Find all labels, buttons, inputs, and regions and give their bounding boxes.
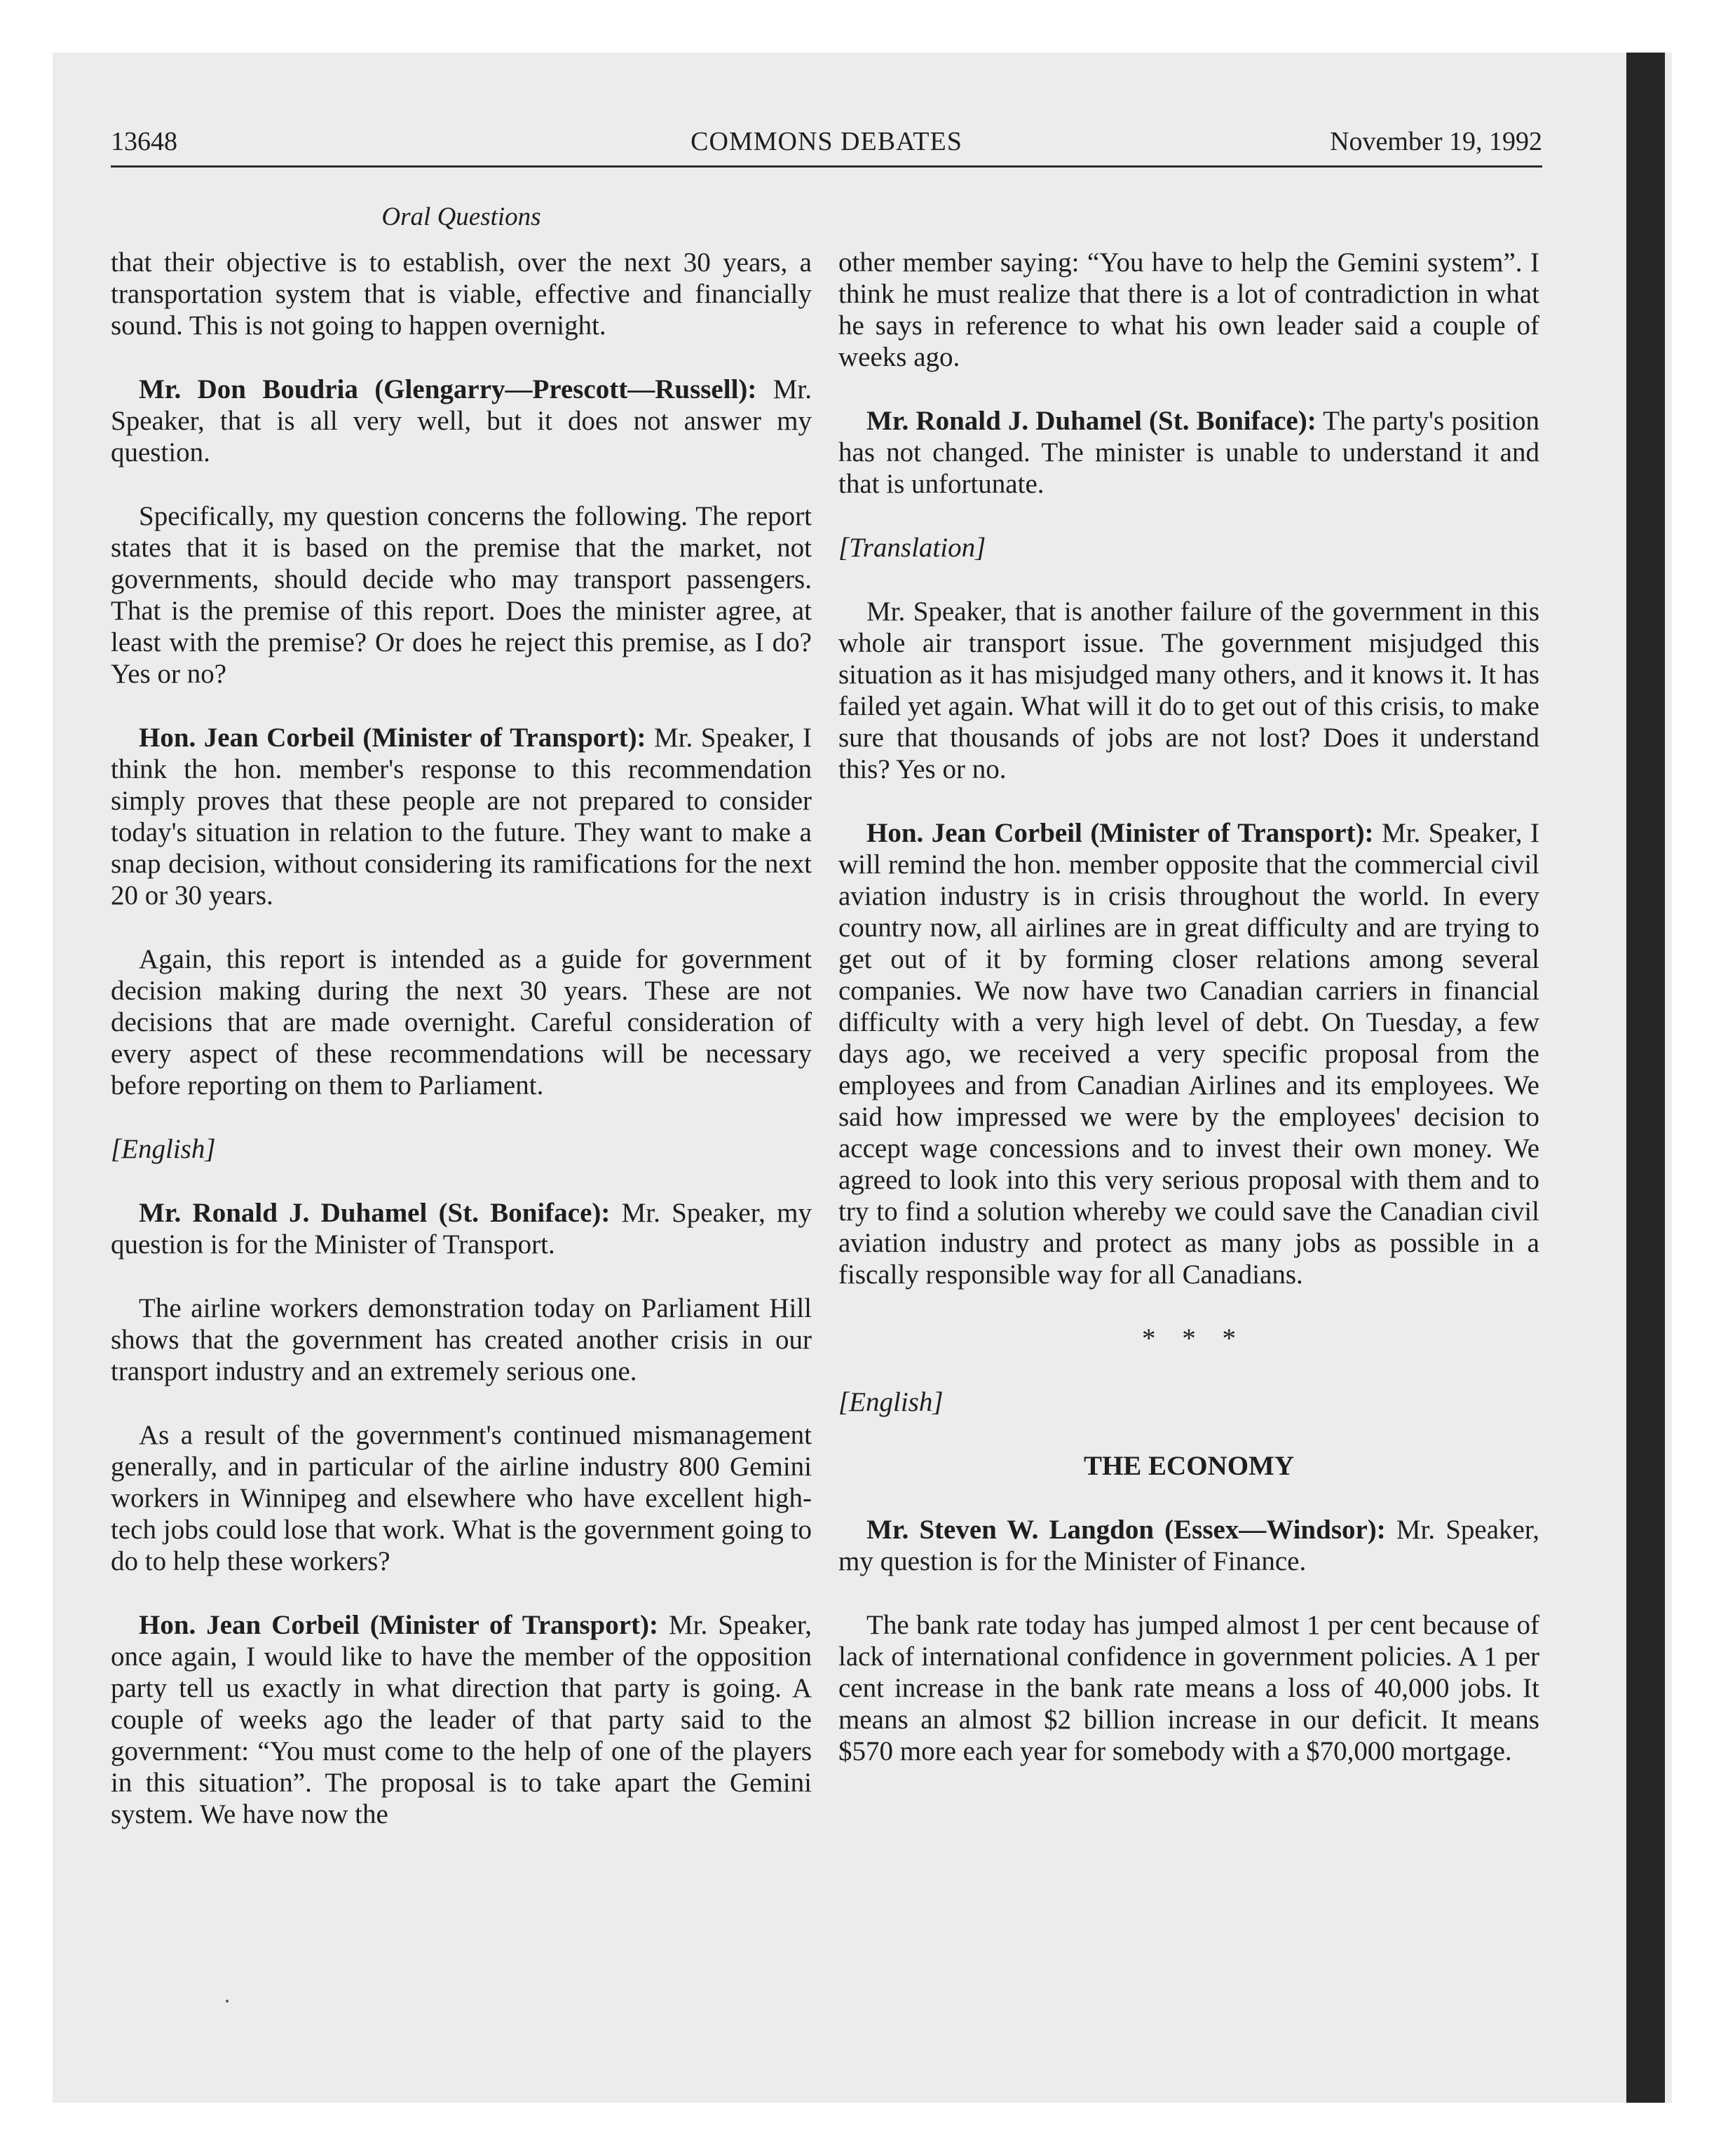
paragraph-text: Mr. Speaker, that is all very well, but it does not answer my question. [111,374,812,468]
paragraph-text: other member saying: “You have to help the Gemini system”. I think he must realize that there is a lot of contradiction in what he says in reference to what his own leader said a couple of weeks ago. [838,247,1539,372]
language-note: [English] [111,1134,216,1164]
paragraph-text: Mr. Speaker, my question is for the Minister of Transport. [111,1198,812,1260]
page-number: 13648 [111,127,177,156]
paragraph [838,596,1539,785]
section-title: Oral Questions [381,203,541,231]
paragraph [838,1609,1539,1767]
page-header [111,126,1542,168]
paragraph [111,374,812,468]
left-column [111,247,812,1862]
speaker-name: Hon. Jean Corbeil (Minister of Transport): [139,1610,659,1640]
paragraph [838,247,1539,373]
paragraph [111,722,812,911]
right-column [838,247,1539,1799]
paragraph-text: Specifically, my question concerns the following. The report states that it is based on the premise that the market, not governments, should decide who may transport passengers. That is the premise of this report. Does the minister agree, at least with the premise? Or does he reject this premise, as I do? Yes or no? [111,501,812,689]
paragraph-text: Mr. Speaker, I think the hon. member's response to this recommendation simply proves that these people are not prepared to consider today's situation in relation to the future. They want to make a snap decision, without considering its ramifications for the next 20 or 30 years. [111,723,812,910]
speaker-name: Mr. Ronald J. Duhamel (St. Boniface): [866,406,1316,436]
scan-speck [226,2000,229,2003]
paragraph [111,1292,812,1387]
speaker-name: Hon. Jean Corbeil (Minister of Transport): [139,723,646,753]
language-note: [English] [838,1387,944,1417]
paragraph-text: As a result of the government's continued mismanagement generally, and in particular of the airline industry 800 Gemini workers in Winnipeg and elsewhere who have excellent high-tech jobs could lose that work. What is the government going to do to help these workers? [111,1420,812,1576]
paragraph [111,1197,812,1260]
paragraph [838,817,1539,1290]
section-separator: * * * [1142,1323,1246,1353]
paragraph [111,1419,812,1577]
speaker-name: Mr. Steven W. Langdon (Essex—Windsor): [866,1515,1386,1545]
speaker-name: Hon. Jean Corbeil (Minister of Transport): [866,818,1374,848]
speaker-name: Mr. Don Boudria (Glengarry—Prescott—Russell): [139,374,757,404]
paragraph [111,1609,812,1830]
paragraph-text: Mr. Speaker, once again, I would like to have the member of the opposition party tell us exactly in what direction that party is going. A couple of weeks ago the leader of that party said to the government: “You must come to the help of one of the players in this situation”. The proposal is to take apart the Gemini system. We have now the [111,1610,812,1829]
paragraph-text: that their objective is to establish, over the next 30 years, a transportation system that is viable, effective and financially sound. This is not going to happen overnight. [111,247,812,341]
paragraph-text: Mr. Speaker, my question is for the Minister of Finance. [838,1515,1539,1576]
language-note: [Translation] [838,533,986,563]
page-date: November 19, 1992 [1330,127,1542,156]
paragraph [111,943,812,1101]
header-rule [111,165,1542,168]
topic-heading: THE ECONOMY [1083,1451,1295,1481]
scan-edge-shadow [1626,53,1665,2103]
paragraph [111,500,812,690]
speaker-name: Mr. Ronald J. Duhamel (St. Boniface): [139,1198,611,1228]
paragraph [111,247,812,341]
paragraph-text: The party's position has not changed. The minister is unable to understand it and that is unfortunate. [838,406,1540,499]
paragraph-text: The bank rate today has jumped almost 1 per cent because of lack of international confidence in government policies. A 1 per cent increase in the bank rate means a loss of 40,000 jobs. It means an almost $2 billion increase in our deficit. It means $570 more each year for somebody with a $70,000 mortgage. [838,1610,1539,1766]
paragraph-text: Again, this report is intended as a guide for government decision making during the next 30 years. These are not decisions that are made overnight. Careful consideration of every aspect of these recommendations will be necessary before reporting on them to Parliament. [111,944,812,1100]
publication-title: COMMONS DEBATES [690,127,962,156]
paragraph [838,405,1539,500]
paragraph [838,1514,1539,1577]
paragraph-text: Mr. Speaker, I will remind the hon. member opposite that the commercial civil aviation industry is in crisis throughout the world. In every country now, all airlines are in great difficulty and are trying to get out of it by forming closer relations among several companies. We now have two Canadian carriers in financial difficulty with a very high level of debt. On Tuesday, a few days ago, we received a very specific proposal from the employees and from Canadian Airlines and its employees. We said how impressed we were by the employees' decision to accept wage concessions and to invest their own money. We agreed to look into this very serious proposal with them and to try to find a solution whereby we could save the Canadian civil aviation industry and protect as many jobs as possible in a fiscally responsible way for all Canadians. [838,818,1539,1290]
paragraph-text: The airline workers demonstration today on Parliament Hill shows that the government has created another crisis in our transport industry and an extremely serious one. [111,1293,812,1386]
paragraph-text: Mr. Speaker, that is another failure of the government in this whole air transport issue. The government misjudged this situation as it has misjudged many others, and it knows it. It has failed yet again. What will it do to get out of this crisis, to make sure that thousands of jobs are not lost? Does it understand this? Yes or no. [838,596,1539,784]
